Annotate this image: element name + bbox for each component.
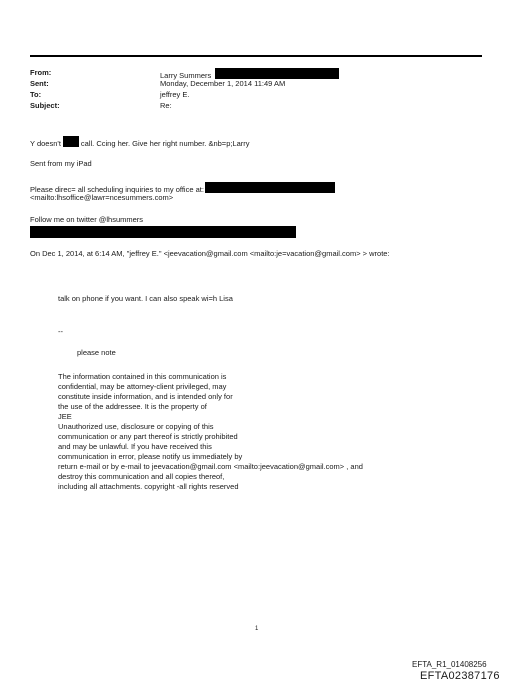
redaction-block — [205, 182, 335, 193]
disclaimer-line: JEE — [58, 412, 72, 421]
disclaimer-line: and may be unlawful. If you have received this — [58, 442, 212, 451]
to-value: jeffrey E. — [160, 90, 190, 99]
scheduling-text: Please direc= all scheduling inquiries to my office at: — [30, 185, 204, 194]
body-line-1-end: call. Ccing her. Give her right number. &nb=p;Larry — [80, 139, 250, 148]
disclaimer-line: The information contained in this communication is — [58, 372, 227, 381]
redaction-block — [215, 68, 339, 79]
disclaimer-line: including all attachments. copyright -all rights reserved — [58, 482, 239, 491]
body-line-1-start: Y doesn't — [30, 139, 61, 148]
sent-value: Monday, December 1, 2014 11:49 AM — [160, 79, 286, 88]
from-label: From: — [30, 68, 52, 77]
twitter-line: Follow me on twitter @lhsummers — [30, 215, 144, 224]
page-number: 1 — [255, 626, 259, 632]
bates-code-1: EFTA_R1_01408256 — [412, 660, 487, 669]
office-mailto-link[interactable]: <mailto:lhsoffice@lawr=ncesummers.com> — [30, 193, 174, 202]
please-note: please note — [77, 348, 116, 357]
to-label: To: — [30, 90, 42, 99]
quote-header: On Dec 1, 2014, at 6:14 AM, "jeffrey E." <jeevacation@gmail.com <mailto:je=vacation@gmail.com> > wrote: — [30, 249, 390, 258]
redaction-block — [63, 136, 79, 147]
from-name: Larry Summers — [160, 71, 212, 80]
disclaimer-line: communication or any part thereof is strictly prohibited — [58, 432, 238, 441]
disclaimer-line: destroy this communication and all copies thereof, — [58, 472, 225, 481]
disclaimer-line: constitute inside information, and is intended only for — [58, 392, 233, 401]
disclaimer-line: return e-mail or by e-mail to jeevacation@gmail.com <mailto:jeevacation@gmail.com> , and — [58, 462, 363, 471]
sent-label: Sent: — [30, 79, 49, 88]
bates-code-2: EFTA02387176 — [420, 670, 500, 682]
header-rule — [30, 55, 482, 57]
disclaimer-line: confidential, may be attorney-client privileged, may — [58, 382, 227, 391]
disclaimer-block — [58, 372, 363, 492]
reply-line: talk on phone if you want. I can also speak wi=h Lisa — [58, 294, 233, 303]
redaction-block — [30, 226, 296, 238]
sent-from-line: Sent from my iPad — [30, 159, 92, 168]
disclaimer-line: communication in error, please notify us immediately by — [58, 452, 243, 461]
subject-label: Subject: — [30, 101, 60, 110]
disclaimer-line: the use of the addressee. It is the property of — [58, 402, 207, 411]
separator: -- — [58, 327, 63, 336]
subject-value: Re: — [160, 101, 172, 110]
disclaimer-line: Unauthorized use, disclosure or copying of this — [58, 422, 214, 431]
body-line-1 — [30, 136, 250, 149]
